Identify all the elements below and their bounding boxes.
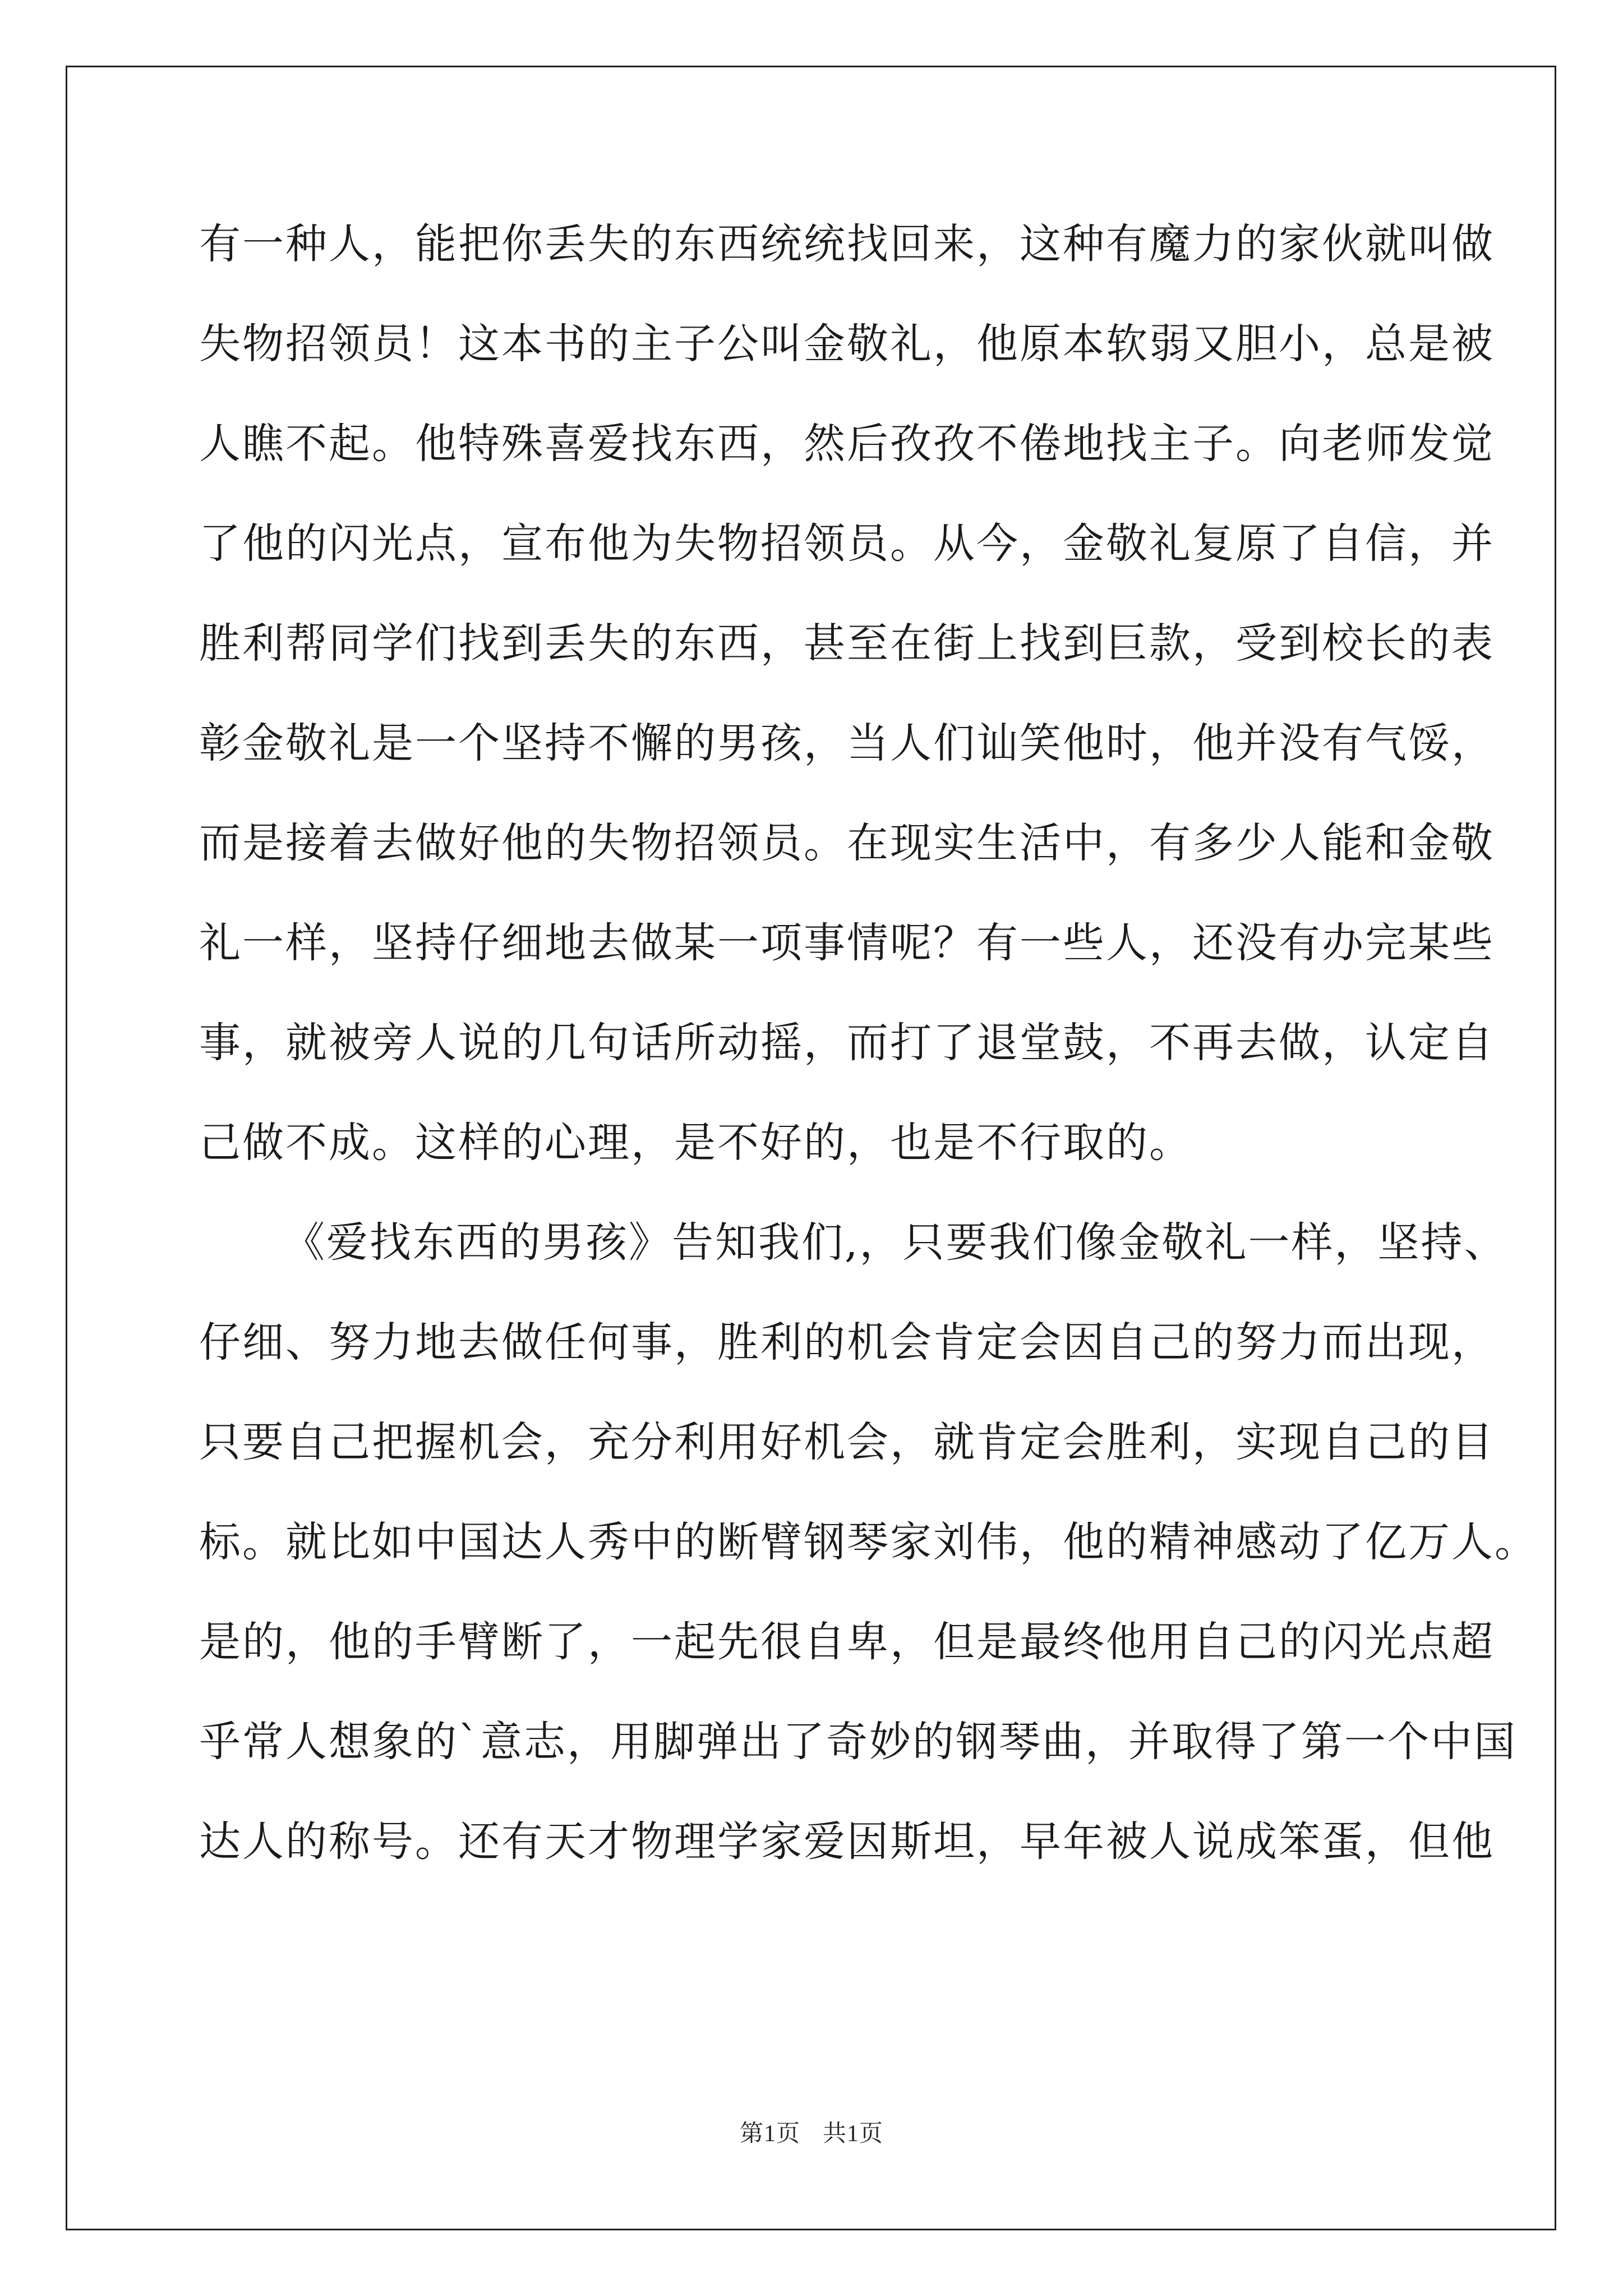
text-line: 了他的闪光点，宣布他为失物招领员。从今，金敬礼复原了自信，并 <box>199 519 1495 568</box>
paragraph-start-line: 《爱找东西的男孩》告知我们,，只要我们像金敬礼一样，坚持、 <box>283 1218 1507 1267</box>
text-line: 有一种人，能把你丢失的东西统统找回来，这种有魔力的家伙就叫做 <box>199 220 1495 268</box>
text-line: 标。就比如中国达人秀中的断臂钢琴家刘伟，他的精神感动了亿万人。 <box>199 1518 1538 1566</box>
page-number-current: 第1页 <box>739 2121 800 2147</box>
text-line: 彰金敬礼是一个坚持不懈的男孩，当人们讪笑他时，他并没有气馁， <box>199 719 1495 767</box>
text-line: 事，就被旁人说的几句话所动摇，而打了退堂鼓，不再去做，认定自 <box>199 1019 1495 1067</box>
text-line: 人瞧不起。他特殊喜爱找东西，然后孜孜不倦地找主子。向老师发觉 <box>199 420 1495 468</box>
text-line: 礼一样，坚持仔细地去做某一项事情呢？有一些人，还没有办完某些 <box>199 919 1495 967</box>
text-line: 达人的称号。还有天才物理学家爱因斯坦，早年被人说成笨蛋，但他 <box>199 1818 1495 1866</box>
page-number-total: 共1页 <box>823 2121 884 2147</box>
page-footer <box>0 2115 1623 2148</box>
text-line: 乎常人想象的`意志，用脚弹出了奇妙的钢琴曲，并取得了第一个中国 <box>199 1718 1517 1766</box>
text-line: 而是接着去做好他的失物招领员。在现实生活中，有多少人能和金敬 <box>199 819 1495 867</box>
document-body <box>199 216 1538 1913</box>
text-line: 己做不成。这样的心理，是不好的，也是不行取的。 <box>199 1119 1192 1167</box>
text-line: 胜利帮同学们找到丢失的东西，甚至在街上找到巨款，受到校长的表 <box>199 619 1495 668</box>
text-line: 失物招领员！这本书的主子公叫金敬礼，他原本软弱又胆小，总是被 <box>199 320 1495 368</box>
text-line: 只要自己把握机会，充分利用好机会，就肯定会胜利，实现自己的目 <box>199 1418 1495 1466</box>
text-line: 是的，他的手臂断了，一起先很自卑，但是最终他用自己的闪光点超 <box>199 1618 1495 1666</box>
text-line: 仔细、努力地去做任何事，胜利的机会肯定会因自己的努力而出现， <box>199 1318 1495 1366</box>
